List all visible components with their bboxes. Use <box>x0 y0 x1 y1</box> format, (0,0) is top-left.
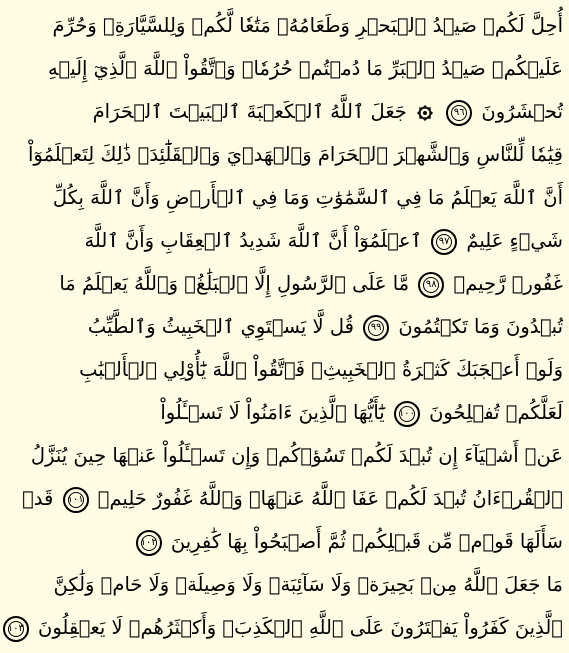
line-text: جَعَلَ ٱللَّهُ ٱلۡكَعۡبَةَ ٱلۡبَيۡتَ ٱلۡحَرَامَ <box>92 100 407 123</box>
ayah-number-marker <box>136 530 162 556</box>
ayah-number-marker <box>363 315 389 341</box>
ayah-number: ١٠١ <box>67 493 84 505</box>
ayah-number-marker <box>431 229 457 255</box>
line-text: ٱلَّذِينَ كَفَرُواْ يَفۡتَرُونَ عَلَى ٱللَّهِ ٱلۡكَذِبَۖ وَأَكۡثَرُهُمۡ لَا يَعۡقِلُونَ <box>38 616 563 639</box>
line-text: تُحۡشَرُونَ <box>481 100 563 123</box>
ayah-number: ١٠٢ <box>140 536 157 548</box>
ayah-number: ٩٨ <box>425 278 437 290</box>
line-text: قُل لَّا يَسۡتَوِي ٱلۡخَبِيثُ وَٱلطَّيِّبُ <box>87 315 354 338</box>
ayah-number: ١٠٠ <box>398 407 415 419</box>
line-text: ٱعۡلَمُوٓاْ أَنَّ ٱللَّهَ شَدِيدُ ٱلۡعِقَابِ وَأَنَّ ٱللَّهَ <box>84 229 422 252</box>
text-line-4 <box>28 133 563 176</box>
line-text: تُبۡدُونَ وَمَا تَكۡتُمُونَ <box>398 315 563 338</box>
ayah-number-marker <box>394 401 420 427</box>
ayah-number-marker <box>3 616 29 642</box>
line-text: قَدۡ <box>22 487 54 510</box>
ayah-number-marker <box>63 487 89 513</box>
line-text: عَنۡ أَشۡيَآءَ إِن تُبۡدَ لَكُمۡ تَسُؤۡكُمۡ وَإِن تَسۡـَٔلُواْ عَنۡهَا حِينَ يُنَزَّلُ <box>30 444 563 467</box>
line-text: غَفُورٞ رَّحِيمٞ <box>453 272 563 295</box>
line-text: ٱلۡقُرۡءَانُ تُبۡدَ لَكُمۡ عَفَا ٱللَّهُ عَنۡهَاۗ وَٱللَّهُ غَفُورٌ حَلِيمٞ <box>97 487 563 510</box>
line-text: وَلَوۡ أَعۡجَبَكَ كَثۡرَةُ ٱلۡخَبِيثِۚ فَٱتَّقُواْ ٱللَّهَ يَٰٓأُوْلِي ٱلۡأَلۡبَٰبِ <box>79 358 563 381</box>
line-text: أُحِلَّ لَكُمۡ صَيۡدُ ٱلۡبَحۡرِ وَطَعَامُهُۥ مَتَٰعٗا لَّكُمۡ وَلِلسَّيَّارَةِۖ وَحُرِّمَ <box>52 14 563 37</box>
ayah-number-marker <box>418 272 444 298</box>
text-line-14 <box>53 563 563 606</box>
line-text: مَا جَعَلَ ٱللَّهُ مِنۢ بَحِيرَةٖ وَلَا سَآئِبَةٖ وَلَا وَصِيلَةٖ وَلَا حَامٖ وَلَٰكِنَّ <box>53 573 563 596</box>
ayah-number-marker <box>446 100 472 126</box>
text-line-2 <box>48 47 563 90</box>
text-line-15 <box>7 606 563 649</box>
text-line-9 <box>79 348 563 391</box>
ayah-number: ٩٧ <box>438 235 450 247</box>
rub-el-hizb-icon <box>417 105 433 121</box>
mushaf-page <box>7 0 569 653</box>
text-line-8 <box>87 305 563 348</box>
text-line-13 <box>140 520 563 563</box>
line-text: أَنَّ ٱللَّهَ يَعۡلَمُ مَا فِي ٱلسَّمَٰوَٰتِ وَمَا فِي ٱلۡأَرۡضِ وَأَنَّ ٱللَّهَ بِكُلِّ <box>52 186 563 209</box>
ayah-number: ٩٩ <box>370 321 382 333</box>
text-line-1 <box>52 4 563 47</box>
line-text: عَلَيۡكُمۡ صَيۡدُ ٱلۡبَرِّ مَا دُمۡتُمۡ حُرُمٗاۗ وَٱتَّقُواْ ٱللَّهَ ٱلَّذِيٓ إِلَيۡهِ <box>48 57 563 80</box>
ayah-number: ٩٦ <box>453 106 465 118</box>
ayah-number: ١٠٣ <box>7 622 24 634</box>
line-text: شَيۡءٍ عَلِيمٌ <box>466 229 563 252</box>
text-line-3 <box>92 90 563 133</box>
text-line-5 <box>52 176 563 219</box>
text-line-6 <box>84 219 563 262</box>
text-line-12 <box>22 477 563 520</box>
text-line-7 <box>59 262 563 305</box>
line-text: لَعَلَّكُمۡ تُفۡلِحُونَ <box>429 401 563 424</box>
line-text: سَأَلَهَا قَوۡمٞ مِّن قَبۡلِكُمۡ ثُمَّ أَصۡبَحُواْ بِهَا كَٰفِرِينَ <box>170 530 563 553</box>
text-line-10 <box>160 391 563 434</box>
line-text: يَٰٓأَيُّهَا ٱلَّذِينَ ءَامَنُواْ لَا تَسۡـَٔلُواْ <box>160 401 385 424</box>
text-line-11 <box>30 434 563 477</box>
line-text: قِيَٰمٗا لِّلنَّاسِ وَٱلشَّهۡرَ ٱلۡحَرَامَ وَٱلۡهَدۡيَ وَٱلۡقَلَٰٓئِدَۚ ذَٰلِكَ لِتَعۡلَمُوٓاْ <box>28 143 563 166</box>
line-text: مَّا عَلَى ٱلرَّسُولِ إِلَّا ٱلۡبَلَٰغُۗ وَٱللَّهُ يَعۡلَمُ مَا <box>59 272 410 295</box>
